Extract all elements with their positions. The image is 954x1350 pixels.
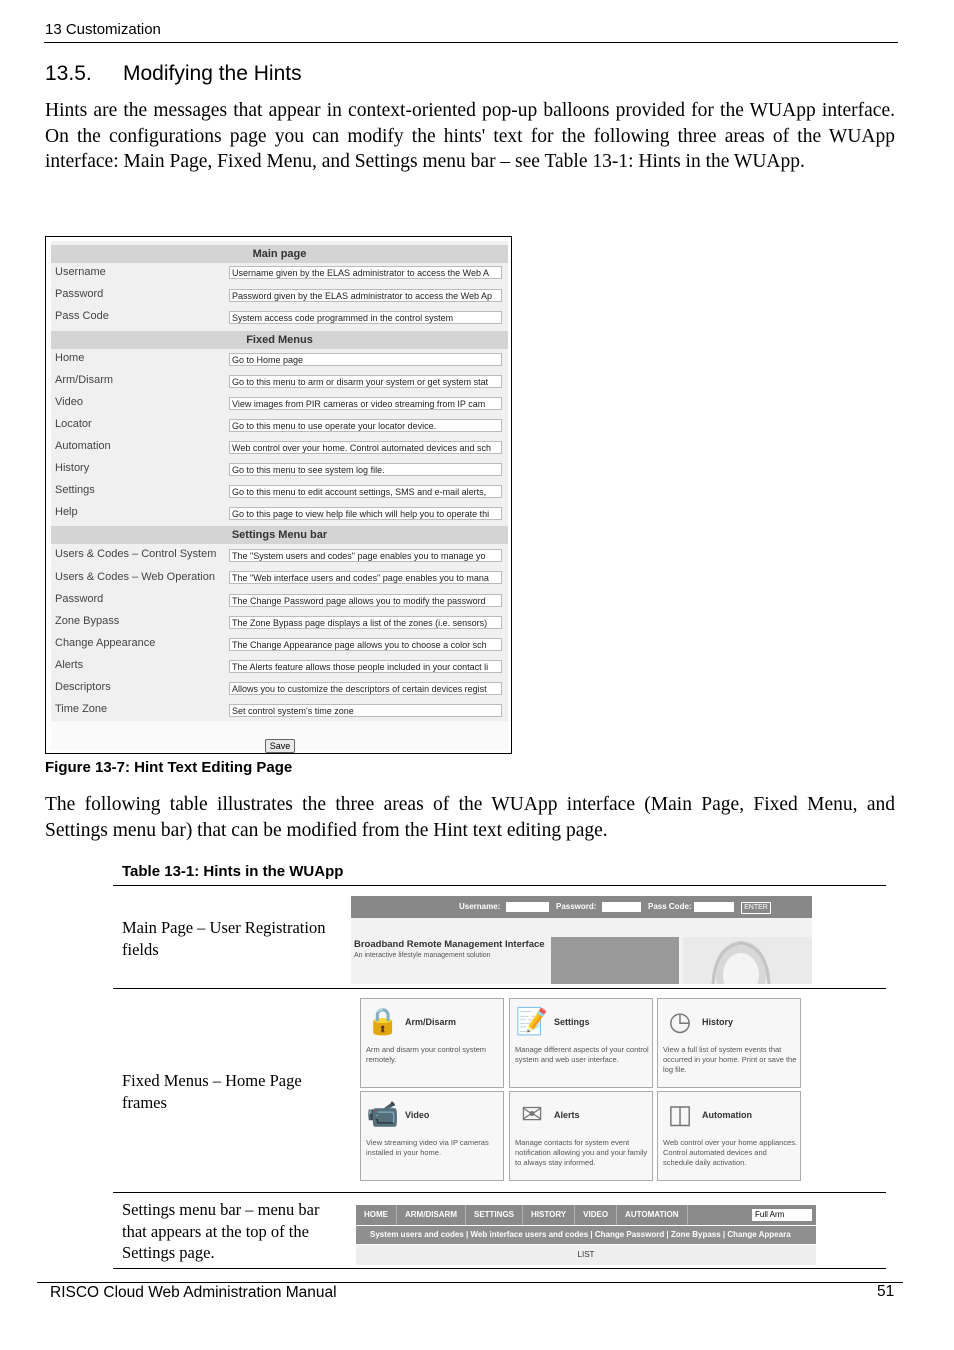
- hint-input-automation[interactable]: Web control over your home. Control automated devices and sch: [229, 441, 502, 454]
- hint-input-zone-bypass[interactable]: The Zone Bypass page displays a list of the zones (i.e. sensors): [229, 616, 502, 629]
- tile-video[interactable]: [360, 1091, 504, 1181]
- login-screenshot: [351, 896, 812, 984]
- hint-label-pass-code: Pass Code: [55, 310, 109, 322]
- hint-editing-form: [51, 241, 508, 750]
- hint-label-users-codes-web: Users & Codes – Web Operation: [55, 571, 215, 583]
- hint-input-pass-code[interactable]: System access code programmed in the control system: [229, 311, 502, 324]
- passcode-field[interactable]: [694, 902, 734, 912]
- hint-label-history: History: [55, 462, 90, 474]
- hint-label-descriptors: Descriptors: [55, 681, 111, 693]
- hint-input-help[interactable]: Go to this page to view help file which will help you to operate thi: [229, 507, 502, 520]
- enter-button[interactable]: ENTER: [741, 902, 771, 914]
- portrait-image: [683, 937, 812, 984]
- hint-label-time-zone: Time Zone: [55, 703, 108, 715]
- running-header: 13 Customization: [45, 21, 161, 38]
- hint-label-change-appearance: Change Appearance: [55, 637, 156, 649]
- table-rule-bottom: [113, 1268, 886, 1269]
- hint-label-users-codes-control: Users & Codes – Control System: [55, 548, 217, 560]
- hint-input-settings[interactable]: Go to this menu to edit account settings, SMS and e-mail alerts,: [229, 485, 502, 498]
- menu-bar-screenshot: [356, 1205, 816, 1265]
- followup-paragraph: The following table illustrates the three areas of the WUApp interface (Main Page, Fixed Menu, and Settings menu bar) that can be modified from the Hint text editing page.: [45, 794, 895, 841]
- username-field[interactable]: [506, 902, 549, 912]
- tile-description: Web control over your home appliances. Control automated devices and schedule daily activation.: [663, 1138, 798, 1167]
- intro-paragraph: Hints are the messages that appear in context-oriented pop-up balloons provided for the WUApp interface. On the configurations page you can modify the hints' text for the following three areas of the WUApp interface: Main Page, Fixed Menu, and Settings menu bar – see Table 13-1: Hints in the WUApp.: [45, 100, 895, 172]
- section-number: 13.5.: [45, 62, 92, 85]
- tile-title: Automation: [702, 1110, 752, 1120]
- tile-history[interactable]: [657, 998, 801, 1088]
- hint-input-video[interactable]: View images from PIR cameras or video streaming from IP cam: [229, 397, 502, 410]
- switch-icon: ◫: [667, 1099, 693, 1129]
- hint-input-change-appearance[interactable]: The Change Appearance page allows you to choose a color sch: [229, 638, 502, 651]
- section-header-main-page: Main page: [51, 245, 508, 263]
- hint-label-settings: Settings: [55, 484, 95, 496]
- clock-icon: ◷: [668, 1006, 692, 1036]
- hint-label-settings-password: Password: [55, 593, 104, 605]
- hint-label-zone-bypass: Zone Bypass: [55, 615, 120, 627]
- hint-label-video: Video: [55, 396, 83, 408]
- section-title: Modifying the Hints: [123, 62, 302, 85]
- banner-image: [551, 937, 679, 984]
- tile-description: Manage contacts for system event notification allowing you and your family to always stay informed.: [515, 1138, 648, 1167]
- passcode-label: Pass Code:: [648, 902, 692, 911]
- settings-submenu[interactable]: System users and codes | Web interface users and codes | Change Password | Zone Bypass | Change Appeara: [356, 1226, 816, 1244]
- menu-tab-arm-disarm[interactable]: ARM/DISARM: [397, 1205, 466, 1225]
- hint-input-users-codes-web[interactable]: The "Web interface users and codes" page enables you to mana: [229, 571, 502, 584]
- footer-rule: [37, 1282, 903, 1283]
- tile-automation[interactable]: [657, 1091, 801, 1181]
- lock-icon: 🔒: [366, 1006, 400, 1036]
- top-menu-bar: [356, 1205, 816, 1225]
- tile-title: Settings: [554, 1017, 590, 1027]
- section-heading: [45, 62, 302, 86]
- table-row-settings-menu-bar: Settings menu bar – menu bar that appears at the top of the Settings page.: [122, 1200, 320, 1262]
- tile-description: View streaming video via IP cameras installed in your home.: [366, 1138, 489, 1157]
- footer-title: RISCO Cloud Web Administration Manual: [50, 1284, 337, 1301]
- table-caption: Table 13-1: Hints in the WUApp: [122, 863, 344, 880]
- hint-input-arm-disarm[interactable]: Go to this menu to arm or disarm your system or get system stat: [229, 375, 502, 388]
- hint-input-users-codes-control[interactable]: The "System users and codes" page enables you to manage yo: [229, 549, 502, 562]
- save-button[interactable]: Save: [265, 739, 295, 753]
- tile-title: History: [702, 1017, 734, 1027]
- password-label: Password:: [556, 902, 597, 911]
- tile-description: Manage different aspects of your control system and web user interface.: [515, 1045, 649, 1064]
- table-rule: [113, 988, 886, 989]
- hint-label-arm-disarm: Arm/Disarm: [55, 374, 114, 386]
- table-rule-top: [113, 885, 886, 886]
- home-frames-screenshot: [358, 996, 808, 1186]
- hint-label-help: Help: [55, 506, 78, 518]
- table-row-fixed-menus: Fixed Menus – Home Page frames: [122, 1071, 302, 1112]
- hint-input-alerts[interactable]: The Alerts feature allows those people included in your contact li: [229, 660, 502, 673]
- hint-label-locator: Locator: [55, 418, 92, 430]
- hint-input-descriptors[interactable]: Allows you to customize the descriptors of certain devices regist: [229, 682, 502, 695]
- tile-arm-disarm[interactable]: [360, 998, 504, 1088]
- menu-tab-video[interactable]: VIDEO: [575, 1205, 617, 1225]
- hint-input-username[interactable]: Username given by the ELAS administrator to access the Web A: [229, 266, 502, 279]
- hint-input-locator[interactable]: Go to this menu to use operate your locator device.: [229, 419, 502, 432]
- hint-input-time-zone[interactable]: Set control system's time zone: [229, 704, 502, 717]
- arm-mode-select[interactable]: Full Arm: [752, 1209, 812, 1221]
- menu-tab-history[interactable]: HISTORY: [523, 1205, 575, 1225]
- username-label: Username:: [459, 902, 501, 911]
- hint-input-home[interactable]: Go to Home page: [229, 353, 502, 366]
- table-row-main-page: Main Page – User Registration fields: [122, 918, 326, 959]
- header-rule: [44, 42, 898, 43]
- password-field[interactable]: [602, 902, 641, 912]
- menu-tab-settings[interactable]: SETTINGS: [466, 1205, 523, 1225]
- hint-label-home: Home: [55, 352, 85, 364]
- hint-input-password[interactable]: Password given by the ELAS administrator to access the Web Ap: [229, 289, 502, 302]
- hint-label-alerts: Alerts: [55, 659, 84, 671]
- list-label: LIST: [356, 1245, 816, 1265]
- menu-tab-automation[interactable]: AUTOMATION: [617, 1205, 687, 1225]
- tile-settings[interactable]: [509, 998, 653, 1088]
- tile-description: View a full list of system events that occurred in your home. Print or save the log file.: [663, 1045, 797, 1074]
- hint-editing-figure: [45, 236, 512, 754]
- tile-title: Alerts: [554, 1110, 580, 1120]
- hint-label-username: Username: [55, 266, 106, 278]
- brand-title: Broadband Remote Management Interface: [354, 939, 545, 950]
- tile-title: Arm/Disarm: [405, 1017, 457, 1027]
- table-rule: [113, 1192, 886, 1193]
- tile-title: Video: [405, 1110, 430, 1120]
- section-header-fixed-menus: Fixed Menus: [51, 331, 508, 349]
- tile-description: Arm and disarm your control system remotely.: [366, 1045, 487, 1064]
- hint-input-settings-password[interactable]: The Change Password page allows you to modify the password: [229, 594, 502, 607]
- hint-label-automation: Automation: [55, 440, 111, 452]
- envelope-icon: ✉: [521, 1099, 543, 1129]
- hint-input-history[interactable]: Go to this menu to see system log file.: [229, 463, 502, 476]
- brand-subtitle: An interactive lifestyle management solution: [354, 952, 491, 959]
- section-header-settings-menu-bar: Settings Menu bar: [51, 526, 508, 544]
- page-number: 51: [877, 1283, 895, 1300]
- tile-alerts[interactable]: [509, 1091, 653, 1181]
- figure-caption: Figure 13-7: Hint Text Editing Page: [45, 759, 293, 776]
- menu-tab-home[interactable]: HOME: [356, 1205, 397, 1225]
- hint-label-password: Password: [55, 288, 104, 300]
- camera-icon: 📹: [366, 1099, 400, 1129]
- settings-document-icon: 📝: [515, 1006, 549, 1036]
